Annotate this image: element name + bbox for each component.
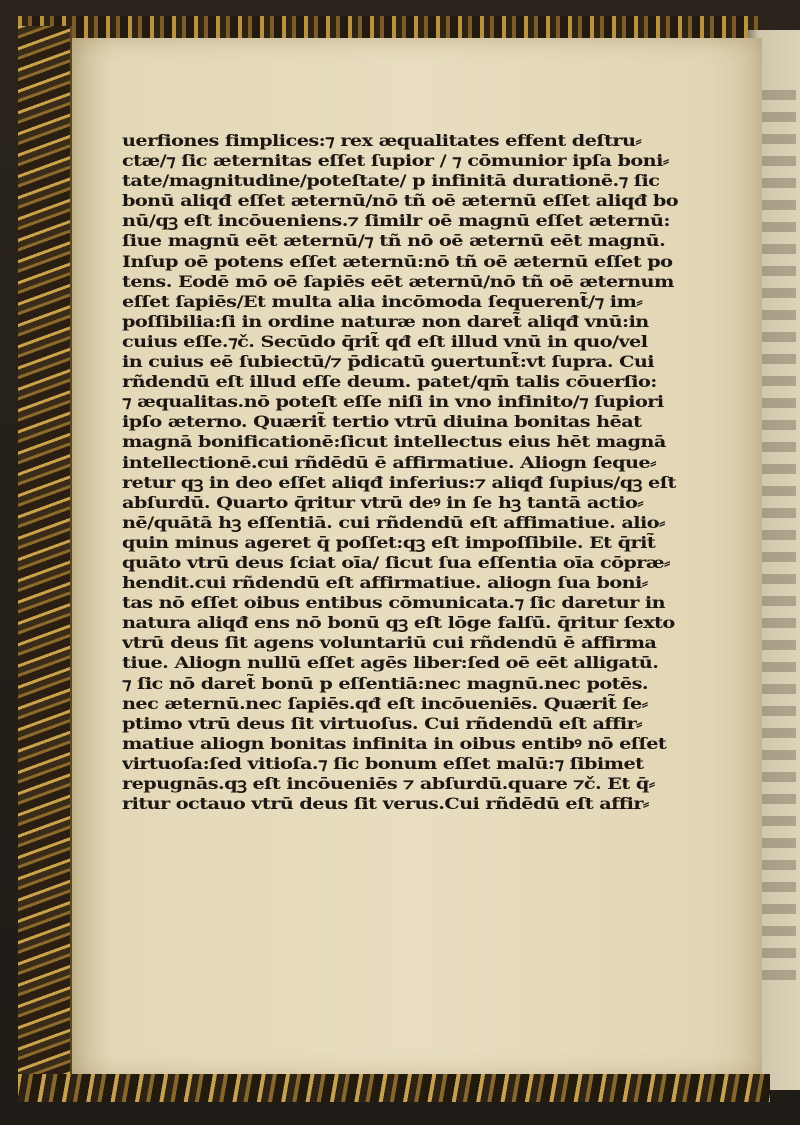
text-line: rñdendū eſt illud eſſe deum. patet/qm̄ talis cōuerſio: <box>122 373 657 392</box>
text-line: tas nō eſſet oibus entibus cōmunicata.⁊ ſic daretur in <box>122 594 666 613</box>
text-line: bonū aliqđ eſſet æternū/nō tñ oē æternū eſſet aliqđ bo <box>122 192 679 211</box>
text-line: nec æternū.nec ſapiēs.qđ eſt incōueniēs. Quærit̃ ſe⸗ <box>122 694 648 713</box>
binding-border-bottom <box>18 1074 770 1102</box>
text-block <box>122 131 694 814</box>
text-line: ptimo vtrū deus ſit virtuoſus. Cui rñdendū eſt affir⸗ <box>122 714 643 733</box>
text-line: nū/qꝫ eſt incōueniens.⁊ ſimilr oē magnū eſſet æternū: <box>122 212 670 231</box>
text-line: cuius eſſe.⁊č. Secūdo q̄rit̃ qđ eſt illud vnū in quo/vel <box>122 332 648 351</box>
binding-border-left <box>18 26 72 1098</box>
text-line: retur qꝫ in deo eſſet aliqđ inferius:⁊ aliqđ ſupius/qꝫ eſt <box>122 473 676 492</box>
text-line: repugnās.qꝫ eſt incōueniēs ⁊ abſurdū.quare ⁊č. Et q̄⸗ <box>122 775 655 793</box>
text-line: uerfiones fimplices:⁊ rex æqualitates effent deſtru⸗ <box>122 132 642 150</box>
text-line: magnā bonificationē:ſicut intellectus eius hēt magnā <box>122 433 666 452</box>
text-line: ⁊ ſic nō daret̃ bonū p eſſentiā:nec magnū.nec potēs. <box>122 674 649 693</box>
text-line: tens. Eodē mō oē ſapiēs eēt æternū/nō tñ oē æternum <box>122 272 674 291</box>
text-line: Inſup oē potens eſſet æternū:nō tñ oē æternū eſſet po <box>122 252 673 271</box>
text-line: tate/magnitudine/poteſtate/ p infinitā durationē.⁊ ſic <box>122 172 660 191</box>
text-line: in cuius eē ſubiectū/⁊ p̄dicatū ꝯuertunt̃:vt ſupra. Cui <box>122 353 655 372</box>
text-line: vtrū deus ſit agens voluntariū cui rñdendū ē affirma <box>122 634 657 653</box>
binding-border-top <box>18 16 758 38</box>
text-line: quāto vtrū deus ſciat oīa/ ſicut ſua eſſentia oīa cōpræ⸗ <box>122 553 670 572</box>
facing-page-text-fragments <box>756 90 796 990</box>
text-line: ipſo æterno. Quærit̃ tertio vtrū diuina bonitas hēat <box>122 413 642 432</box>
text-line: nē/quātā hꝫ eſſentiā. cui rñdendū eſt affimatiue. alio⸗ <box>122 513 665 532</box>
text-line: poſſibilia:ſi in ordine naturæ non daret̃ aliqđ vnū:in <box>122 312 649 331</box>
text-line: virtuoſa:ſed vitioſa.⁊ ſic bonum eſſet malū:⁊ ſibimet <box>122 754 644 773</box>
text-line: ritur octauo vtrū deus ſit verus.Cui rñdēdū eſt affir⸗ <box>122 795 649 814</box>
text-line: ſiue magnū eēt æternū/⁊ tñ nō oē æternū eēt magnū. <box>122 232 666 251</box>
text-line: quin minus ageret q̄ poſſet:qꝫ eſt impoſſibile. Et q̄rit̃ <box>122 533 656 552</box>
text-line: natura aliqđ ens nō bonū qꝫ eſt lōge falſū. q̄ritur ſexto <box>122 614 675 633</box>
text-line: ⁊ æqualitas.nō poteſt eſſe niſi in vno infinito/⁊ ſupiori <box>122 393 664 412</box>
text-line: eſſet ſapiēs/Et multa alia incōmoda ſequerent̃/⁊ im⸗ <box>122 292 643 311</box>
text-line: matiue aliogn bonitas infinita in oibus entibꝰ nō eſſet <box>122 734 667 753</box>
text-line: abſurdū. Quarto q̄ritur vtrū deꝰ in ſe hꝫ tantā actio⸗ <box>122 493 644 512</box>
text-line: hendit.cui rñdendū eſt affirmatiue. aliogn ſua boni⸗ <box>122 574 648 593</box>
text-line: intellectionē.cui rñdēdū ē affirmatiue. Aliogn ſeque⸗ <box>122 453 656 472</box>
text-line: ctæ/⁊ ſic æternitas eſſet ſupior / ⁊ cōmunior ipſa boni⸗ <box>122 152 669 171</box>
text-line: tiue. Aliogn nullū eſſet agēs liber:ſed oē eēt alligatū. <box>122 654 659 673</box>
